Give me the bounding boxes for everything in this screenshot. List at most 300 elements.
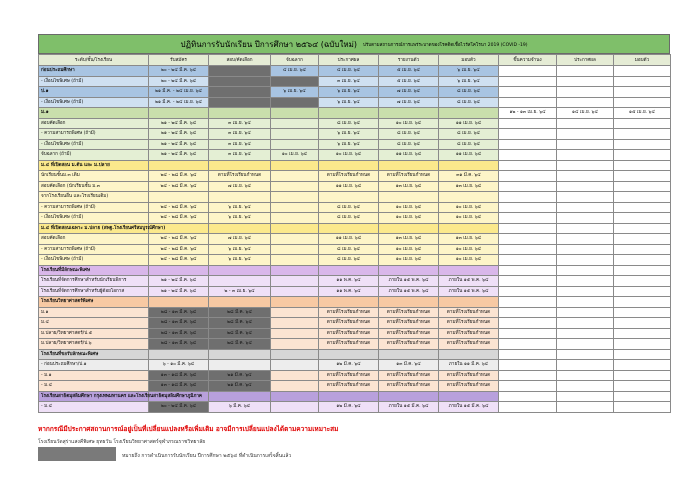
table-cell: ๓ เม.ย. ๖๔ xyxy=(209,150,271,161)
table-cell: ตามที่โรงเรียนกำหนด xyxy=(379,339,439,350)
row-label: ก่อนประถมศึกษา xyxy=(39,66,149,77)
table-cell: ๑๓ เม.ย. ๖๔ xyxy=(439,181,499,192)
table-cell: ๗ เม.ย. ๖๔ xyxy=(209,234,271,245)
table-cell: ๑๐ เม.ย. ๖๔ xyxy=(379,244,439,255)
table-cell xyxy=(557,192,614,203)
table-row xyxy=(39,286,671,297)
table-cell: ภายใน ๑๕ มี.ค. ๖๔ xyxy=(379,402,439,413)
row-label: - ก่อนประถมศึกษา/ป.๑ xyxy=(39,360,149,371)
warning-note: หากกรณีมีประกาศสถานการณ์อยู่เป็นที่เปลี่ยนแปลงหรือเพิ่มเติม อาจมีการเปลี่ยนแปลงได้ตามความเหมาะสม xyxy=(38,425,339,433)
table-cell xyxy=(499,129,557,140)
table-cell xyxy=(557,391,614,402)
table-cell xyxy=(149,265,209,276)
legend-note: หมายถึง การดำเนินการรับนักเรียน ปีการศึกษา ๒๕๖๔ ที่ดำเนินการเสร็จสิ้นแล้ว xyxy=(122,453,292,459)
table-cell xyxy=(499,360,557,371)
table-cell xyxy=(271,118,319,129)
calendar-title-bar xyxy=(38,34,670,54)
table-row xyxy=(39,318,671,329)
table-cell xyxy=(557,349,614,360)
table-cell: ๖ เม.ย. ๖๔ xyxy=(319,129,379,140)
section-row xyxy=(39,265,671,276)
table-cell: ๒๔ - ๒๘ มี.ค. ๖๔ xyxy=(149,213,209,224)
table-cell xyxy=(439,297,499,308)
table-row xyxy=(39,370,671,381)
table-cell xyxy=(557,307,614,318)
table-cell: ๑๐ เม.ย. ๖๔ xyxy=(379,255,439,266)
table-cell xyxy=(499,286,557,297)
table-row xyxy=(39,276,671,287)
table-cell: ๒๘ - ๑๓ มี.ค. ๖๔ xyxy=(149,307,209,318)
row-label: ม.๔ ที่เปิดสอนเฉพาะ ม.ปลาย (สพฐ.โรงเรียนศรีสมบูรณ์ศึกษา) xyxy=(39,223,149,234)
table-row xyxy=(39,192,671,203)
table-cell xyxy=(499,66,557,77)
table-cell: ๒๘ มี.ค. ๖๔ xyxy=(209,339,271,350)
column-header: รายงานตัว xyxy=(379,55,439,66)
row-label: จากโรงเรียนอื่น และโรงเรียนเดิม) xyxy=(39,192,149,203)
table-cell: ๒๐ - ๒๔ มี.ค. ๖๔ xyxy=(149,76,209,87)
table-row xyxy=(39,307,671,318)
row-label: สอบคัดเลือก xyxy=(39,234,149,245)
table-cell: ๘ เม.ย. ๖๔ xyxy=(319,202,379,213)
table-row xyxy=(39,244,671,255)
table-cell: ๑๑ เม.ย. ๖๔ xyxy=(319,181,379,192)
table-cell: ตามที่โรงเรียนกำหนด xyxy=(439,328,499,339)
column-header: สอบ/คัดเลือก xyxy=(209,55,271,66)
table-cell: ๘ เม.ย. ๖๔ xyxy=(319,213,379,224)
table-cell: ๑๒ มี.ค. ๖๔ xyxy=(319,402,379,413)
table-cell: ๘ เม.ย. ๖๔ xyxy=(439,139,499,150)
section-row xyxy=(39,223,671,234)
table-cell xyxy=(557,339,614,350)
table-cell: ๘ เม.ย. ๖๔ xyxy=(379,129,439,140)
table-cell xyxy=(557,244,614,255)
row-label: โรงเรียนที่จัดการศึกษาสำหรับนักเรียนพิการ xyxy=(39,276,149,287)
row-label: - ม.๔ xyxy=(39,402,149,413)
table-cell: ๒๔ - ๒๘ มี.ค. ๖๔ xyxy=(149,181,209,192)
table-cell xyxy=(319,265,379,276)
table-cell: ๑๐ เม.ย. ๖๔ xyxy=(439,255,499,266)
table-cell: ตามที่โรงเรียนกำหนด xyxy=(439,339,499,350)
table-cell xyxy=(614,328,671,339)
table-cell xyxy=(209,108,271,119)
table-cell: ภายใน ๑๕ พ.ค. ๖๔ xyxy=(379,276,439,287)
table-row xyxy=(39,97,671,108)
row-label: สอบคัดเลือก (นักเรียนชั้น ม.๓ xyxy=(39,181,149,192)
table-cell: ตามที่โรงเรียนกำหนด xyxy=(319,307,379,318)
table-cell xyxy=(209,265,271,276)
table-cell xyxy=(499,202,557,213)
section-row xyxy=(39,391,671,402)
calendar-title: ปฏิทินการรับนักเรียน ปีการศึกษา ๒๕๖๔ (ฉบับใหม่) xyxy=(180,39,358,49)
table-cell: ตามที่โรงเรียนกำหนด xyxy=(439,318,499,329)
table-cell: ๒๔ - ๒๘ มี.ค. ๖๔ xyxy=(149,234,209,245)
table-cell xyxy=(271,307,319,318)
table-cell: ตามที่โรงเรียนกำหนด xyxy=(319,381,379,392)
row-label: จับฉลาก (ถ้ามี) xyxy=(39,150,149,161)
table-cell: ๑๑ เม.ย. ๖๔ xyxy=(379,150,439,161)
table-cell: ภายใน ๑๕ พ.ค. ๖๔ xyxy=(439,276,499,287)
table-cell: ๒๑ - ๒๔ มี.ค. ๖๔ xyxy=(149,139,209,150)
table-cell xyxy=(614,76,671,87)
table-cell: ๑๐ เม.ย. ๖๔ xyxy=(379,213,439,224)
column-header: ขึ้นความจำนง xyxy=(499,55,557,66)
table-cell xyxy=(271,171,319,182)
row-label: ม.๔ ที่เปิดสอน ม.ต้น และ ม.ปลาย xyxy=(39,160,149,171)
table-cell xyxy=(271,276,319,287)
table-cell xyxy=(439,391,499,402)
table-row xyxy=(39,139,671,150)
table-cell xyxy=(209,349,271,360)
row-label: - เงื่อนไขพิเศษ (ถ้ามี) xyxy=(39,97,149,108)
section-row xyxy=(39,297,671,308)
table-cell: ๓ เม.ย. ๖๔ xyxy=(209,129,271,140)
table-row xyxy=(39,202,671,213)
table-cell xyxy=(271,244,319,255)
table-cell xyxy=(271,181,319,192)
table-cell: ตามที่โรงเรียนกำหนด xyxy=(379,318,439,329)
row-label: - เงื่อนไขพิเศษ (ถ้ามี) xyxy=(39,76,149,87)
table-row xyxy=(39,402,671,413)
admission-calendar xyxy=(38,34,670,413)
row-label: ป.๑ xyxy=(39,87,149,98)
table-cell xyxy=(499,276,557,287)
row-label: โรงเรียนที่จัดการศึกษาสำหรับผู้ด้อยโอกาส xyxy=(39,286,149,297)
section-row xyxy=(39,160,671,171)
column-header: ประกาศผล xyxy=(319,55,379,66)
table-cell xyxy=(379,297,439,308)
table-cell xyxy=(557,255,614,266)
table-cell xyxy=(614,307,671,318)
table-cell: ๒ - ๓ เม.ย. ๖๔ xyxy=(209,286,271,297)
table-cell: ตามที่โรงเรียนกำหนด xyxy=(379,381,439,392)
table-cell xyxy=(271,97,319,108)
redacted-block xyxy=(38,447,116,461)
row-label: - ม.๔ xyxy=(39,381,149,392)
table-cell: ๒๔ - ๒๘ มี.ค. ๖๔ xyxy=(149,171,209,182)
table-cell: ๑๐ เม.ย. ๖๔ xyxy=(271,150,319,161)
table-cell xyxy=(271,297,319,308)
row-label: นักเรียนชั้นม.๓ เดิม xyxy=(39,171,149,182)
table-cell xyxy=(149,192,209,203)
table-cell xyxy=(614,339,671,350)
table-cell: ๒๘ - ๑๓ มี.ค. ๖๔ xyxy=(149,339,209,350)
table-cell xyxy=(499,234,557,245)
table-cell xyxy=(209,276,271,287)
table-cell xyxy=(499,328,557,339)
table-cell: ๓ เม.ย. ๖๔ xyxy=(319,76,379,87)
table-cell xyxy=(557,223,614,234)
table-cell: ตามที่โรงเรียนกำหนด xyxy=(379,307,439,318)
table-cell xyxy=(499,307,557,318)
table-cell xyxy=(499,118,557,129)
table-cell xyxy=(614,202,671,213)
row-label: - ความสามารถพิเศษ (ถ้ามี) xyxy=(39,202,149,213)
table-cell xyxy=(271,213,319,224)
table-cell: ตามที่โรงเรียนกำหนด xyxy=(319,328,379,339)
table-cell xyxy=(379,265,439,276)
school-note: โรงเรียนวัดสุร่าแสงคีพิเศษ ยุทธวัน โรงเรียนวิทยาศาสตร์จุฬาภรณราชวิทยาลัย xyxy=(38,439,206,445)
table-cell: ๑๐ เม.ย. ๖๔ xyxy=(379,202,439,213)
table-cell: ภายใน ๑๕ พ.ค. ๖๔ xyxy=(439,286,499,297)
row-label: ม.๑ xyxy=(39,307,149,318)
table-cell xyxy=(557,402,614,413)
table-cell xyxy=(614,160,671,171)
table-cell xyxy=(439,108,499,119)
table-cell: ๖ เม.ย. ๖๔ xyxy=(319,87,379,98)
table-cell xyxy=(557,234,614,245)
table-cell xyxy=(271,108,319,119)
table-cell: ๖ เม.ย. ๖๔ xyxy=(209,255,271,266)
table-body xyxy=(39,66,671,413)
table-cell: ๑๐ เม.ย. ๖๔ xyxy=(319,150,379,161)
table-cell: ๘ เม.ย. ๖๔ xyxy=(439,129,499,140)
table-cell: ตามที่โรงเรียนกำหนด xyxy=(439,381,499,392)
row-label: - เงื่อนไขพิเศษ (ถ้ามี) xyxy=(39,213,149,224)
table-cell: ๑๐ เม.ย. ๖๔ xyxy=(439,213,499,224)
table-row xyxy=(39,339,671,350)
table-header-row xyxy=(39,55,671,66)
table-cell xyxy=(271,339,319,350)
table-cell: ๓๑ มี.ค. ๖๔ xyxy=(439,171,499,182)
column-header: รับสมัคร xyxy=(149,55,209,66)
table-cell xyxy=(557,87,614,98)
table-cell xyxy=(439,160,499,171)
row-label: ม.ปลาย/วิทยาศาสตร์/ป.๕ xyxy=(39,328,149,339)
table-cell xyxy=(271,223,319,234)
table-cell xyxy=(319,297,379,308)
table-row xyxy=(39,213,671,224)
table-cell xyxy=(557,276,614,287)
table-cell xyxy=(149,108,209,119)
table-cell: ๖ เม.ย. ๖๔ xyxy=(319,139,379,150)
table-row xyxy=(39,255,671,266)
table-cell xyxy=(499,181,557,192)
table-cell xyxy=(614,181,671,192)
table-cell: ๑๔ เม.ย. ๖๔ xyxy=(557,108,614,119)
table-cell xyxy=(557,381,614,392)
table-cell: ๖ - ๑๐ มี.ค. ๖๔ xyxy=(149,360,209,371)
calendar-subtitle: ปรับตามสถานการณ์การแพร่ระบาดของโรคติดเชื้อไวรัสโคโรนา 2019 (COVID -19) xyxy=(363,42,528,48)
table-cell: ๘ เม.ย. ๖๔ xyxy=(319,244,379,255)
table-cell xyxy=(557,181,614,192)
table-cell: ๖ เม.ย. ๖๔ xyxy=(439,66,499,77)
table-cell: ๒๘ - ๑๓ มี.ค. ๖๔ xyxy=(149,318,209,329)
table-cell: ๒๑ - ๒๔ มี.ค. ๖๔ xyxy=(149,150,209,161)
table-cell xyxy=(557,118,614,129)
section-row xyxy=(39,87,671,98)
table-cell: ตามที่โรงเรียนกำหนด xyxy=(319,171,379,182)
row-label: โรงเรียนที่ขอรับลักษณะพิเศษ xyxy=(39,349,149,360)
table-cell xyxy=(614,255,671,266)
table-cell: ๒๔ - ๒๘ มี.ค. ๖๔ xyxy=(149,255,209,266)
table-cell: ๖ เม.ย. ๖๔ xyxy=(319,97,379,108)
table-cell: ๗ เม.ย. ๖๔ xyxy=(379,97,439,108)
row-label: ม.ปลาย/วิทยาศาสตร์/ป.๖ xyxy=(39,339,149,350)
table-cell xyxy=(271,286,319,297)
row-label: สอบคัดเลือก xyxy=(39,118,149,129)
table-cell: ๒๑ - ๒๔ มี.ค. ๖๔ xyxy=(149,276,209,287)
table-row xyxy=(39,360,671,371)
table-cell xyxy=(149,160,209,171)
table-cell xyxy=(614,381,671,392)
table-row xyxy=(39,150,671,161)
row-label: - เงื่อนไขพิเศษ (ถ้ามี) xyxy=(39,139,149,150)
table-cell: ๒๔ - ๒๘ มี.ค. ๖๔ xyxy=(149,202,209,213)
table-cell xyxy=(499,255,557,266)
table-cell: ๖ เม.ย. ๖๔ xyxy=(439,76,499,87)
table-cell xyxy=(271,255,319,266)
table-cell xyxy=(499,370,557,381)
table-cell xyxy=(209,97,271,108)
table-cell xyxy=(557,76,614,87)
table-cell: ๑๐ เม.ย. ๖๔ xyxy=(379,118,439,129)
table-cell: ๗ เม.ย. ๖๔ xyxy=(209,181,271,192)
table-cell xyxy=(319,160,379,171)
table-cell: ตามที่โรงเรียนกำหนด xyxy=(319,339,379,350)
table-cell xyxy=(557,286,614,297)
table-cell xyxy=(379,108,439,119)
table-cell xyxy=(499,171,557,182)
table-row xyxy=(39,129,671,140)
table-cell xyxy=(614,118,671,129)
table-cell xyxy=(319,391,379,402)
table-row xyxy=(39,171,671,182)
column-header: มอบตัว xyxy=(614,55,671,66)
table-cell xyxy=(614,360,671,371)
table-cell: ๘ เม.ย. ๖๔ xyxy=(319,255,379,266)
table-cell xyxy=(557,213,614,224)
table-cell xyxy=(271,139,319,150)
table-cell xyxy=(614,139,671,150)
table-cell xyxy=(271,265,319,276)
table-cell xyxy=(614,318,671,329)
table-cell: ภายใน ๑๑ มี.ค. ๖๔ xyxy=(439,360,499,371)
table-cell: ๔ เม.ย. ๖๔ xyxy=(319,66,379,77)
table-cell xyxy=(319,192,379,203)
table-cell xyxy=(614,87,671,98)
table-cell xyxy=(149,349,209,360)
table-cell xyxy=(379,349,439,360)
table-cell xyxy=(557,129,614,140)
table-cell: ๑๓ เม.ย. ๖๔ xyxy=(439,234,499,245)
table-cell: ๖ เม.ย. ๖๔ xyxy=(209,213,271,224)
table-cell xyxy=(614,150,671,161)
table-cell xyxy=(614,286,671,297)
table-cell xyxy=(271,360,319,371)
table-cell xyxy=(499,265,557,276)
table-cell xyxy=(439,192,499,203)
table-cell xyxy=(614,223,671,234)
table-row xyxy=(39,181,671,192)
table-cell: ๒๔ - ๒๘ มี.ค. ๖๔ xyxy=(149,244,209,255)
table-cell xyxy=(499,297,557,308)
table-cell xyxy=(271,202,319,213)
table-cell xyxy=(319,223,379,234)
table-cell xyxy=(271,318,319,329)
table-cell: ๒๑ มี.ค. - ๒๔ เม.ย. ๖๔ xyxy=(149,87,209,98)
table-cell xyxy=(271,234,319,245)
table-cell xyxy=(379,192,439,203)
table-cell: ๖ เม.ย. ๖๔ xyxy=(209,202,271,213)
table-cell xyxy=(209,76,271,87)
table-cell: ๑๑ พ.ค. ๖๔ xyxy=(319,276,379,287)
table-cell xyxy=(149,297,209,308)
table-cell: ๑๑ เม.ย. ๖๔ xyxy=(439,150,499,161)
table-cell xyxy=(557,97,614,108)
table-cell xyxy=(271,192,319,203)
table-cell: ๒๐ - ๒๔ มี.ค. ๖๔ xyxy=(149,66,209,77)
table-cell xyxy=(499,213,557,224)
table-cell: ภายใน ๑๕ มี.ค. ๖๔ xyxy=(439,402,499,413)
table-cell: ตามที่โรงเรียนกำหนด xyxy=(319,370,379,381)
table-cell xyxy=(499,391,557,402)
table-cell xyxy=(557,265,614,276)
table-cell xyxy=(614,265,671,276)
table-cell xyxy=(271,349,319,360)
table-cell xyxy=(499,381,557,392)
table-cell: ตามที่โรงเรียนกำหนด xyxy=(439,370,499,381)
table-cell xyxy=(271,370,319,381)
table-cell xyxy=(499,339,557,350)
table-cell: ตามที่โรงเรียนกำหนด xyxy=(439,307,499,318)
table-cell xyxy=(499,150,557,161)
table-cell xyxy=(557,150,614,161)
table-row xyxy=(39,328,671,339)
table-cell: ๑๑ เม.ย. ๖๔ xyxy=(319,234,379,245)
table-cell: ๒๘ - ๑๓ มี.ค. ๖๔ xyxy=(149,328,209,339)
table-cell: ตามที่โรงเรียนกำหนด xyxy=(379,370,439,381)
row-label: - เงื่อนไขพิเศษ (ถ้ามี) xyxy=(39,255,149,266)
table-cell xyxy=(209,297,271,308)
table-cell xyxy=(499,223,557,234)
table-cell xyxy=(209,391,271,402)
table-cell: ๕ เม.ย. ๖๔ xyxy=(379,76,439,87)
table-cell: ๒๘ มี.ค. ๖๔ xyxy=(209,307,271,318)
admission-schedule-table xyxy=(38,54,671,413)
table-cell: ๑๑ เม.ย. ๖๔ xyxy=(439,118,499,129)
table-cell xyxy=(209,66,271,77)
row-label: - ม.๑ xyxy=(39,370,149,381)
table-cell: ๒๘ มี.ค. ๖๔ xyxy=(209,328,271,339)
table-cell xyxy=(271,160,319,171)
table-cell: ตามที่โรงเรียนกำหนด xyxy=(379,328,439,339)
table-cell xyxy=(209,87,271,98)
table-cell xyxy=(271,391,319,402)
table-cell xyxy=(319,108,379,119)
table-cell xyxy=(499,139,557,150)
column-header: มอบตัว xyxy=(439,55,499,66)
table-cell: ตามที่โรงเรียนกำหนด xyxy=(319,318,379,329)
table-cell xyxy=(614,349,671,360)
table-cell xyxy=(499,192,557,203)
table-cell: ภายใน ๑๕ พ.ค. ๖๔ xyxy=(379,286,439,297)
row-label: - ความสามารถพิเศษ (ถ้ามี) xyxy=(39,244,149,255)
table-cell: ๒๘ มี.ค. ๖๔ xyxy=(209,318,271,329)
table-cell xyxy=(379,391,439,402)
table-cell xyxy=(614,213,671,224)
table-cell xyxy=(439,223,499,234)
table-cell xyxy=(439,349,499,360)
table-cell: ๖ มี.ค. ๖๔ xyxy=(209,402,271,413)
table-cell xyxy=(614,370,671,381)
table-cell: ๖ เม.ย. ๖๔ xyxy=(209,244,271,255)
table-cell: ๒๑ - ๒๔ มี.ค. ๖๔ xyxy=(149,129,209,140)
table-cell: ๘ เม.ย. ๖๔ xyxy=(439,97,499,108)
column-header: จับฉลาก xyxy=(271,55,319,66)
table-cell xyxy=(557,370,614,381)
table-cell xyxy=(557,66,614,77)
table-cell: ๒๑ มี.ค. - ๒๔ เม.ย. ๖๔ xyxy=(149,97,209,108)
